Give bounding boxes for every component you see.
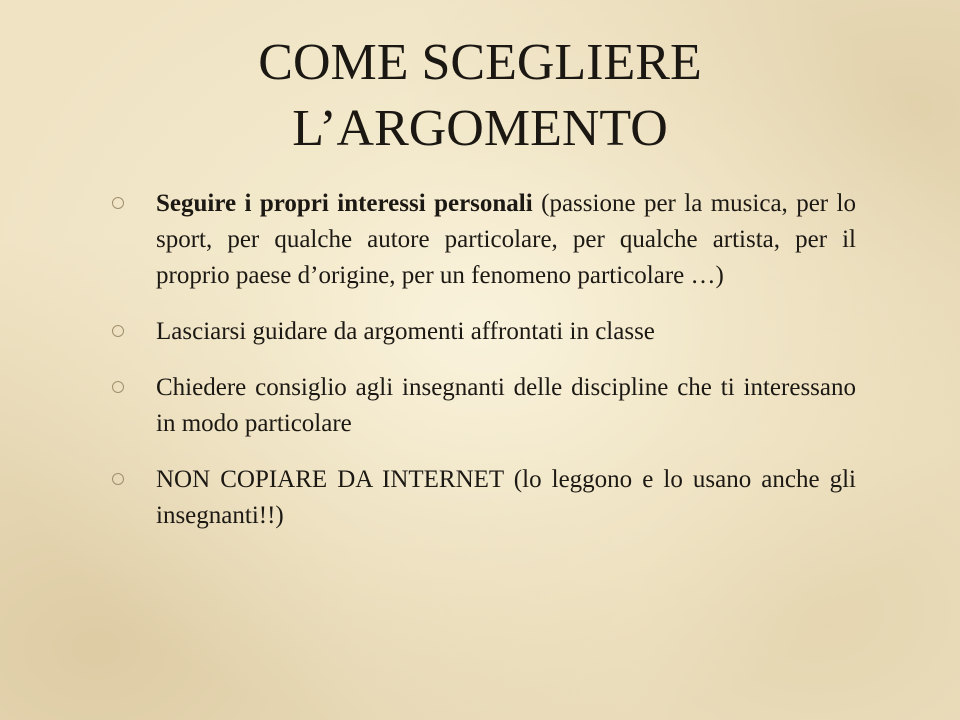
bullet-list [108,186,856,534]
bullet-text: NON COPIARE DA INTERNET (lo leggono e lo usano anche gli insegnanti!!) [156,466,856,529]
bullet-text: Lasciarsi guidare da argomenti affrontati in classe [156,318,655,345]
bullet-text: (passione per la musica, per lo sport, per qualche autore particolare, per qualche artista, per il proprio paese d’origine, per un fenomeno particolare …) [156,190,856,289]
circle-bullet-icon [112,473,124,485]
slide-title [120,30,840,162]
bullet-text: Chiedere consiglio agli insegnanti delle discipline che ti interessano in modo particolare [156,374,856,437]
circle-bullet-icon [112,197,124,209]
bullet-bold-text: Seguire i propri interessi personali [156,190,533,217]
bullet-item-no-copy [108,462,856,534]
bullet-item-class-topics [108,314,856,350]
bullet-item-interests [108,186,856,294]
circle-bullet-icon [112,325,124,337]
title-line-2: L’ARGOMENTO [292,100,668,157]
bullet-item-ask-teachers [108,370,856,442]
circle-bullet-icon [112,381,124,393]
title-line-1: COME SCEGLIERE [258,34,702,91]
